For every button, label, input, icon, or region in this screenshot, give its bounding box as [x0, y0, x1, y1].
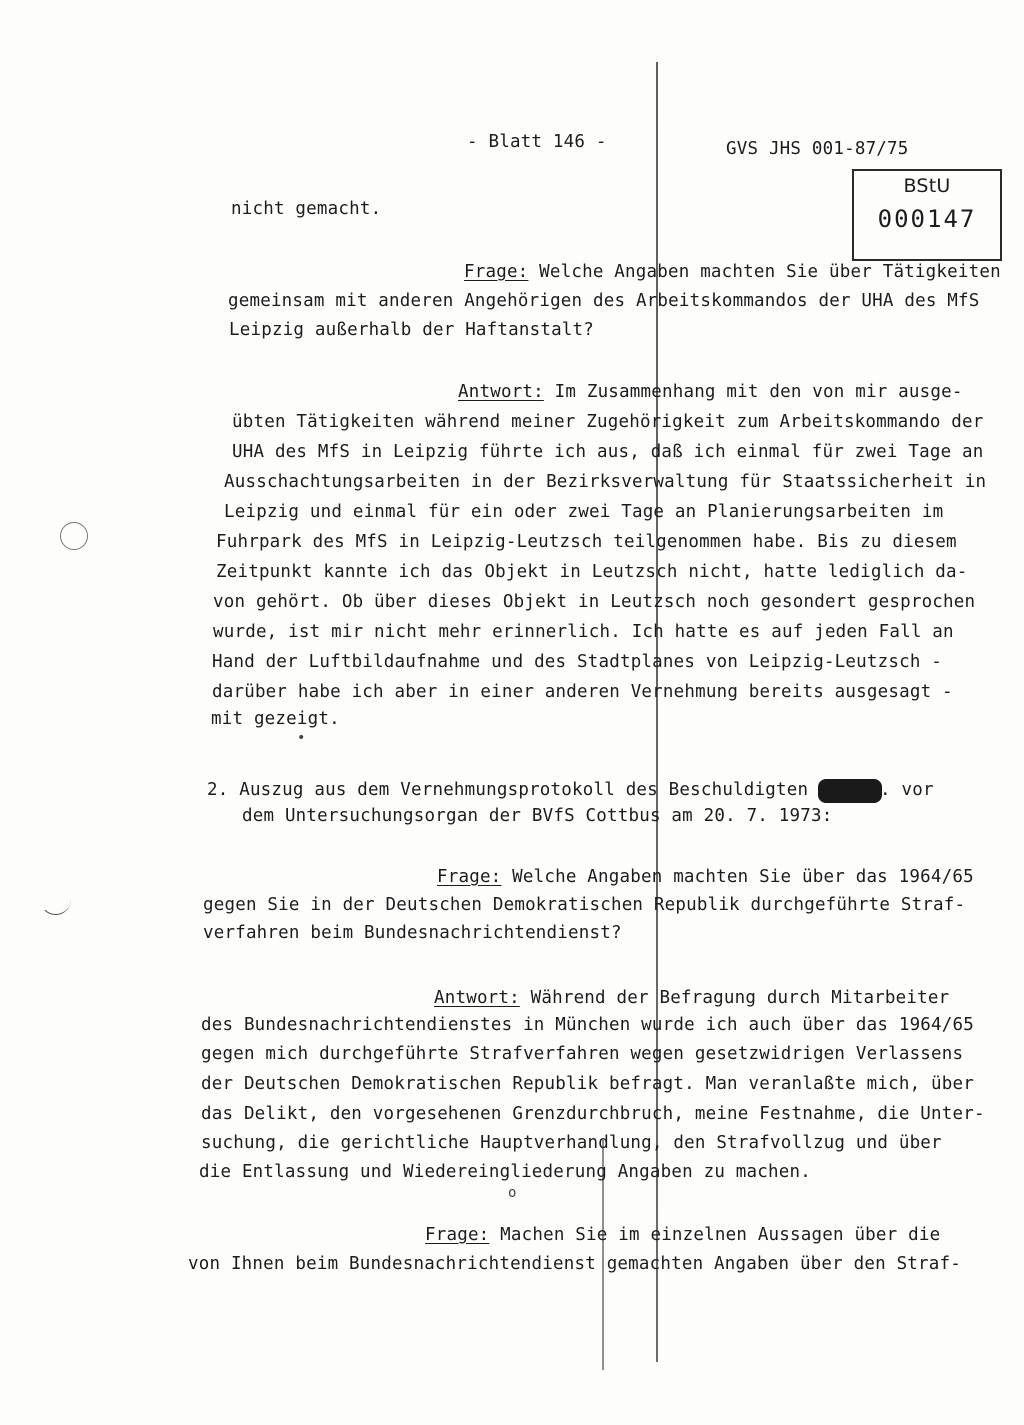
text-line: von gehört. Ob über dieses Objekt in Leutzsch noch gesondert gesprochen [213, 592, 976, 612]
ink-speck: • [297, 730, 306, 746]
stamp-org: BStU [903, 175, 951, 197]
page-number-label: - Blatt 146 - [467, 132, 607, 152]
punch-hole-mark [60, 522, 88, 550]
section-heading: 2. Auszug aus dem Vernehmungsprotokoll des Beschuldigten [207, 780, 809, 800]
text-line: nicht gemacht. [231, 199, 382, 219]
stamp-number: 000147 [877, 205, 977, 233]
question-line [437, 866, 974, 888]
answer-text: Im Zusammenhang mit den von mir ausge- [543, 382, 963, 402]
text-line: verfahren beim Bundesnachrichtendienst? [203, 923, 622, 943]
text-line: übten Tätigkeiten während meiner Zugehörigkeit zum Arbeitskommando der [232, 412, 984, 432]
text-line: gegen mich durchgeführte Strafverfahren wegen gesetzwidrigen Verlassens [201, 1044, 964, 1064]
text-line: gegen Sie in der Deutschen Demokratischen Republik durchgeführte Straf- [203, 895, 966, 915]
answer-label: Antwort: [434, 988, 520, 1008]
text-line: Leipzig außerhalb der Haftanstalt? [229, 320, 595, 340]
ink-circle: o [508, 1185, 517, 1201]
text-line: mit gezeigt. [211, 709, 340, 729]
answer-line [434, 987, 949, 1009]
question-label: Frage: [425, 1225, 490, 1245]
text-line: von Ihnen beim Bundesnachrichtendienst gemachten Angaben über den Straf- [188, 1254, 961, 1274]
answer-line [458, 381, 963, 403]
question-label: Frage: [464, 262, 529, 282]
text-line: UHA des MfS in Leipzig führte ich aus, daß ich einmal für zwei Tage an [232, 442, 984, 462]
text-line: . vor [880, 780, 934, 800]
text-line: die Entlassung und Wiedereingliederung Angaben zu machen. [199, 1162, 811, 1182]
question-text: Welche Angaben machten Sie über das 1964/65 [501, 867, 974, 887]
document-reference: GVS JHS 001-87/75 [726, 139, 909, 159]
answer-text: Während der Befragung durch Mitarbeiter [519, 988, 950, 1008]
redaction-bar [818, 779, 882, 803]
question-line [425, 1224, 940, 1246]
text-line: gemeinsam mit anderen Angehörigen des Arbeitskommandos der UHA des MfS [228, 291, 980, 311]
text-line: suchung, die gerichtliche Hauptverhandlung, den Strafvollzug und über [201, 1133, 942, 1153]
text-line: Leipzig und einmal für ein oder zwei Tage an Planierungsarbeiten im [224, 502, 944, 522]
text-line: der Deutschen Demokratischen Republik befragt. Man veranlaßte mich, über [201, 1074, 974, 1094]
question-text: Welche Angaben machten Sie über Tätigkeiten [528, 262, 1001, 282]
question-line [464, 261, 1001, 283]
question-text: Machen Sie im einzelnen Aussagen über die [489, 1225, 941, 1245]
text-line: dem Untersuchungsorgan der BVfS Cottbus am 20. 7. 1973: [242, 806, 833, 826]
text-line: darüber habe ich aber in einer anderen Vernehmung bereits ausgesagt - [212, 682, 953, 702]
text-line: wurde, ist mir nicht mehr erinnerlich. Ich hatte es auf jeden Fall an [213, 622, 954, 642]
text-line: Hand der Luftbildaufnahme und des Stadtplanes von Leipzig-Leutzsch - [212, 652, 943, 672]
answer-label: Antwort: [458, 382, 544, 402]
text-line: das Delikt, den vorgesehenen Grenzdurchbruch, meine Festnahme, die Unter- [201, 1104, 985, 1124]
text-line: Zeitpunkt kannte ich das Objekt in Leutzsch nicht, hatte lediglich da- [216, 562, 968, 582]
text-line: Fuhrpark des MfS in Leipzig-Leutzsch teilgenommen habe. Bis zu diesem [216, 532, 957, 552]
archive-stamp [852, 169, 1002, 261]
punch-hole-arc [40, 884, 71, 915]
text-line: des Bundesnachrichtendienstes in München wurde ich auch über das 1964/65 [201, 1015, 974, 1035]
text-line: Ausschachtungsarbeiten in der Bezirksverwaltung für Staatssicherheit in [224, 472, 987, 492]
question-label: Frage: [437, 867, 502, 887]
